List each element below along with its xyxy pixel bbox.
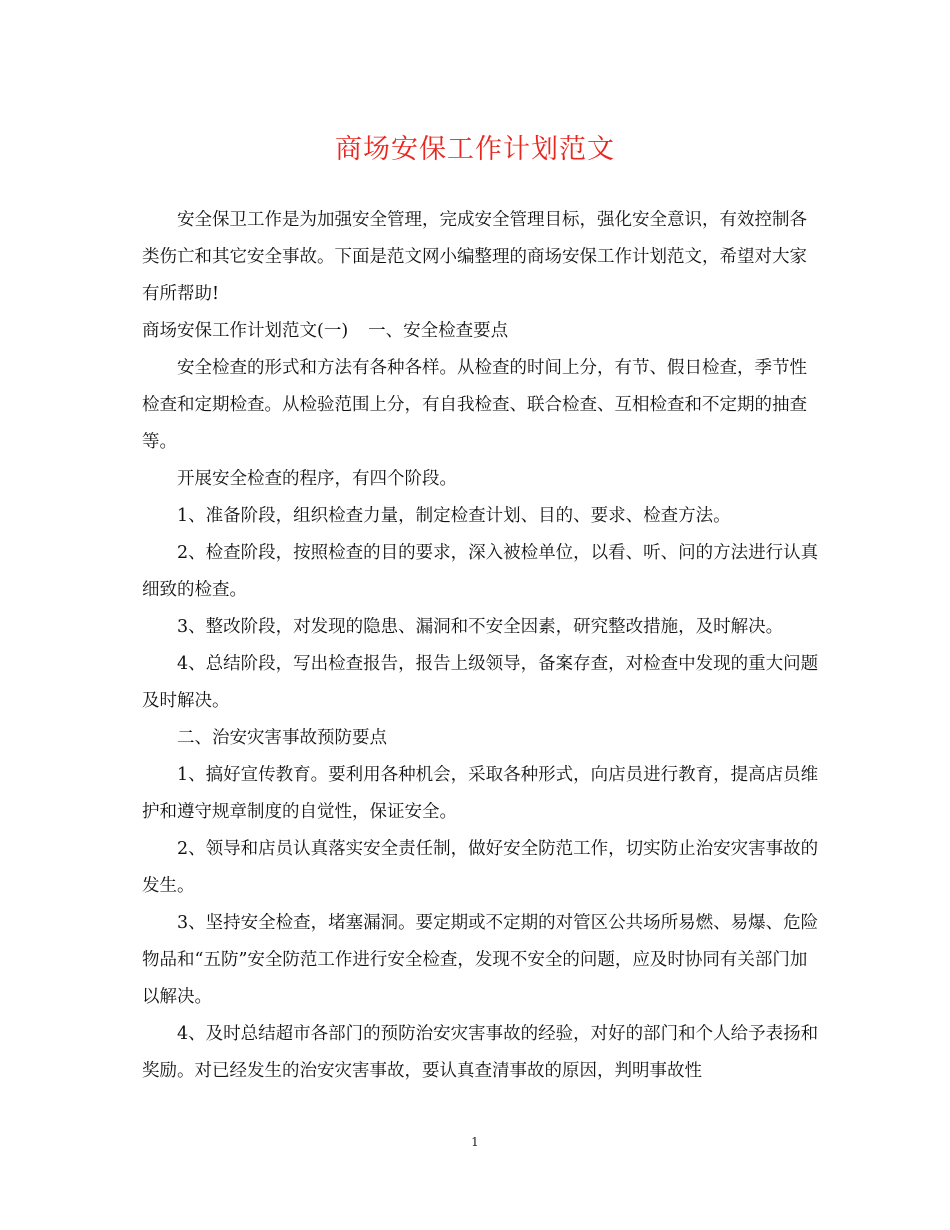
page-number: 1	[471, 1135, 479, 1149]
section-heading-right: 一、安全检查要点	[368, 321, 509, 341]
document-body	[142, 202, 822, 1090]
paragraph: 4、及时总结超市各部门的预防治安灾害事故的经验，对好的部门和个人给予表扬和奖励。对已经发生的治安灾害事故，要认真查清事故的原因，判明事故性	[142, 1024, 819, 1081]
paragraph: 2、检查阶段，按照检查的目的要求，深入被检单位，以看、听、问的方法进行认真细致的检查。	[142, 543, 819, 600]
paragraph: 1、搞好宣传教育。要利用各种机会，采取各种形式，向店员进行教育，提高店员维护和遵守规章制度的自觉性，保证安全。	[142, 765, 819, 822]
section-heading: 二、治安灾害事故预防要点	[177, 728, 387, 748]
intro-paragraph: 安全保卫工作是为加强安全管理，完成安全管理目标，强化安全意识，有效控制各类伤亡和其它安全事故。下面是范文网小编整理的商场安保工作计划范文，希望对大家有所帮助!	[142, 210, 807, 304]
paragraph: 1、准备阶段，组织检查力量，制定检查计划、目的、要求、检查方法。	[177, 506, 731, 526]
paragraph: 安全检查的形式和方法有各种各样。从检查的时间上分，有节、假日检查，季节性检查和定期检查。从检验范围上分，有自我检查、联合检查、互相检查和不定期的抽查等。	[142, 358, 807, 452]
section-heading-left: 商场安保工作计划范文(一)	[142, 321, 349, 341]
paragraph: 2、领导和店员认真落实安全责任制，做好安全防范工作，切实防止治安灾害事故的发生。	[142, 839, 819, 896]
paragraph: 3、坚持安全检查，堵塞漏洞。要定期或不定期的对管区公共场所易燃、易爆、危险物品和“五防”安全防范工作进行安全检查，发现不安全的问题，应及时协同有关部门加以解决。	[142, 913, 819, 1007]
document-title: 商场安保工作计划范文	[335, 134, 615, 165]
section-heading-line	[142, 313, 822, 350]
paragraph: 3、整改阶段，对发现的隐患、漏洞和不安全因素，研究整改措施，及时解决。	[177, 617, 784, 637]
paragraph: 开展安全检查的程序，有四个阶段。	[177, 469, 457, 489]
paragraph: 4、总结阶段，写出检查报告，报告上级领导，备案存查，对检查中发现的重大问题及时解决。	[142, 654, 819, 711]
